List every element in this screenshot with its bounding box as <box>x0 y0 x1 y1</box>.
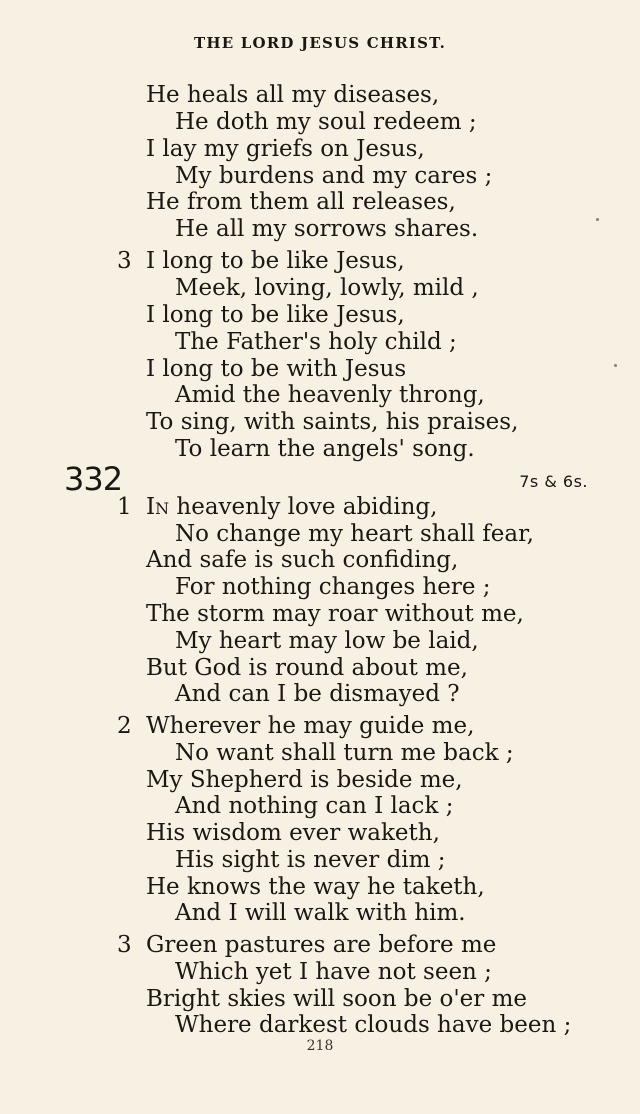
hymn-meter: 7s & 6s. <box>519 472 588 491</box>
verse-line: My Shepherd is beside me, <box>146 767 463 793</box>
verse-line: No change my heart shall fear, <box>175 521 534 547</box>
verse-line: His sight is never dim ; <box>175 847 446 873</box>
stanza-number: 3 <box>117 932 132 958</box>
page-number: 218 <box>306 1038 334 1054</box>
verse-line: And nothing can I lack ; <box>175 793 454 819</box>
verse-line: And I will walk with him. <box>175 900 466 926</box>
stanza-number: 2 <box>117 713 132 739</box>
verse-line: He doth my soul redeem ; <box>175 109 477 135</box>
verse-line-first <box>146 494 437 520</box>
verse-line: To sing, with saints, his praises, <box>146 409 519 435</box>
verse-line: I lay my griefs on Jesus, <box>146 136 425 162</box>
verse-line: Bright skies will soon be o'er me <box>146 986 528 1012</box>
verse-line: I long to be with Jesus <box>146 356 407 382</box>
print-speck <box>614 364 617 367</box>
verse-line: Meek, loving, lowly, mild , <box>175 275 479 301</box>
first-line-rest: heavenly love abiding, <box>169 494 438 520</box>
verse-line: His wisdom ever waketh, <box>146 820 440 846</box>
verse-line: Amid the heavenly throng, <box>175 382 485 408</box>
verse-line: He heals all my diseases, <box>146 82 440 108</box>
verse-line: No want shall turn me back ; <box>175 740 514 766</box>
verse-line: Where darkest clouds have been ; <box>175 1012 572 1038</box>
hymn-number: 332 <box>64 460 123 498</box>
verse-line: Green pastures are before me <box>146 932 497 958</box>
verse-line: My burdens and my cares ; <box>175 163 493 189</box>
stanza-number: 1 <box>117 494 132 520</box>
verse-line: I long to be like Jesus, <box>146 248 405 274</box>
verse-line: My heart may low be laid, <box>175 628 479 654</box>
verse-line: And safe is such confiding, <box>146 547 459 573</box>
verse-line: He all my sorrows shares. <box>175 216 479 242</box>
verse-line: But God is round about me, <box>146 655 468 681</box>
print-speck <box>596 218 599 221</box>
first-word: In <box>146 494 170 520</box>
verse-line: To learn the angels' song. <box>175 436 475 462</box>
running-head: THE LORD JESUS CHRIST. <box>193 34 447 52</box>
stanza-number: 3 <box>117 248 132 274</box>
verse-line: Which yet I have not seen ; <box>175 959 492 985</box>
verse-line: The Father's holy child ; <box>175 329 457 355</box>
verse-line: The storm may roar without me, <box>146 601 524 627</box>
verse-line: I long to be like Jesus, <box>146 302 405 328</box>
verse-line: He knows the way he taketh, <box>146 874 485 900</box>
verse-line: And can I be dismayed ? <box>175 681 460 707</box>
verse-line: He from them all releases, <box>146 189 456 215</box>
verse-line: Wherever he may guide me, <box>146 713 475 739</box>
verse-line: For nothing changes here ; <box>175 574 491 600</box>
